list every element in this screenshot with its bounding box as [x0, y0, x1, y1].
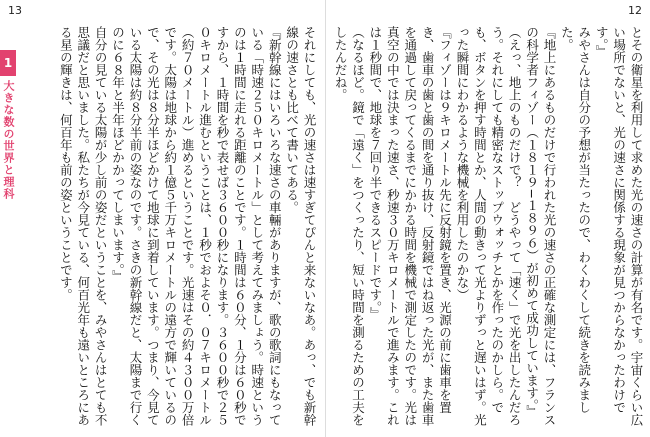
paragraph: とその衛星を利用して求めた光の速さの計算が有名です。宇宙くらい広い場所でないと、光の速さに関係する現象が見つからなかったわけです。』	[594, 26, 644, 426]
paragraph: 自分の見ている太陽が少し前の姿だということを、みやさんはとても不思議だと思いました。私たちが今見ている、何百光年も遠いところにある星の輝きは、何百年も前の姿ということです。	[58, 26, 109, 426]
paragraph: 『フィゾーは９キロメートル先に反射鏡を置き、光源の前に歯車を置き、歯車の歯と歯の間を通り抜け、反射鏡ではね返った光が、また歯車を通過して戻ってくるまでにかかる時間を機械で測定したのです。光は真空の中では決まった速さ、秒速３０万キロメートルで進みます。これは１秒間で、地球を７回り半できるスピードです。』	[367, 26, 453, 426]
paragraph: 『地上にあるものだけで行われた光の速さの正確な測定には、フランスの科学者フィゾー（１８１９−１８９６）が初めて成功しています。』	[524, 26, 557, 426]
right-page	[325, 0, 650, 437]
paragraph: 『新幹線にはいろいろな速さの車輛がありますが、歌の歌詞にもなっている「時速２５０キロメートル」として考えてみましょう。時速というのは１時間に走れる距離のことです。１時間は６０分、１分は６０秒ですから、１時間を秒で表せば３６００秒になります。３６００秒で２５０キロメートル進むということは、１秒でおよそ０．０７キロメートル（約７０メートル）進めるということです。光速はその約４３００万倍です。太陽は地球から約１億５千万キロメートルの遠方で輝いているので、その光は８分半ほどかけて地球に到着しています。つまり、今見ている太陽は約８分半前の姿なのです。さきの新幹線だと、太陽まで行くのに６８年と半年ほどかかってしまいます。』	[110, 26, 283, 426]
chapter-number-badge: 1	[0, 50, 16, 76]
page-number: 13	[8, 4, 22, 17]
body-text	[330, 26, 645, 432]
body-text	[24, 26, 318, 432]
paragraph: みやさんは自分の予想が当たったので、わくわくして続きを読みました。	[559, 26, 592, 414]
page-number: 12	[628, 4, 642, 17]
chapter-title: 大きな数の世界と理科	[2, 80, 15, 200]
paragraph: （えっ、地上のものだけで？ どうやって「速く」で光を出したんだろう。それにしても精密なストップウォッチとかを作ったのかしら。でも、ボタンを押す時間とか、人間の動きって光よりずっと遅いはず。光った瞬間にわかるような機械を利用したのかな）	[454, 26, 523, 426]
paragraph: （なるほど。鏡で「遠く」をつくったり、短い時間を測るための工夫をしたんだね。	[333, 26, 366, 426]
paragraph: それにしても、光の速さは速すぎてぴんと来ないなあ。あっ、でも新幹線の速さとも比べて書いてある。	[284, 26, 317, 426]
